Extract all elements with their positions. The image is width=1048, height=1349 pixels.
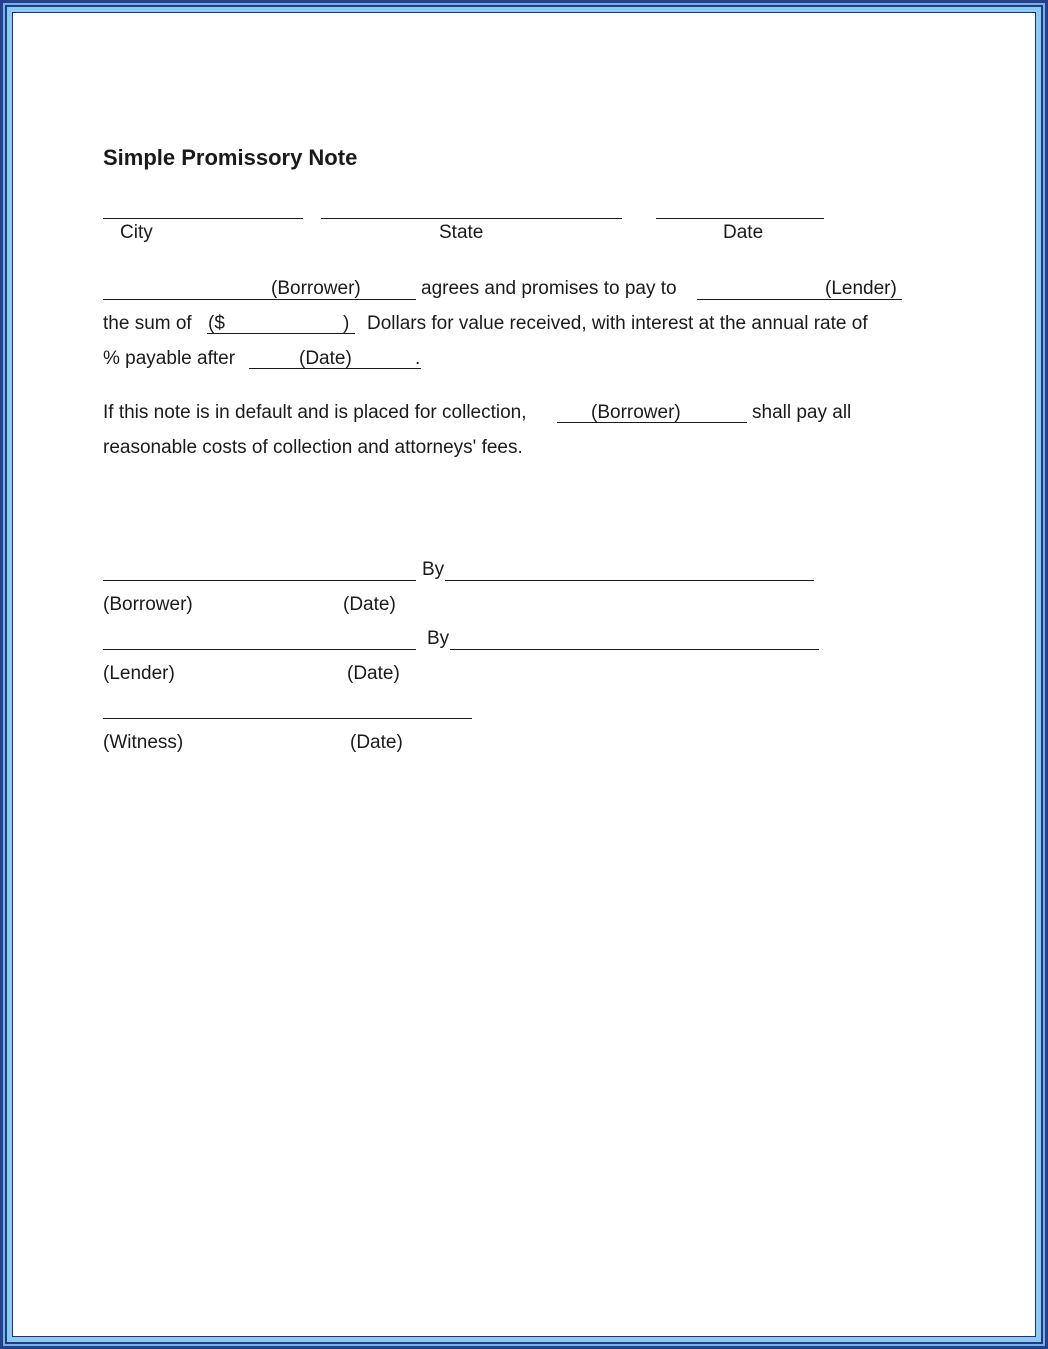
borrower-by-line[interactable] (445, 580, 814, 581)
collection-borrower-placeholder: (Borrower) (591, 402, 681, 423)
date-label: Date (723, 222, 764, 243)
city-label: City (120, 222, 153, 243)
default-text: If this note is in default and is placed for collection, (103, 402, 527, 423)
amount-field-line[interactable] (207, 333, 355, 334)
document-title: Simple Promissory Note (103, 145, 358, 170)
borrower-placeholder: (Borrower) (271, 278, 361, 299)
borrower-date-label: (Date) (343, 594, 396, 615)
lender-by-label: By (427, 628, 450, 649)
borrower-field-line[interactable] (103, 299, 416, 300)
payable-date-placeholder: (Date) (299, 348, 352, 369)
borrower-by-label: By (422, 559, 445, 580)
sum-of-text: the sum of (103, 313, 192, 334)
amount-open-paren: ($ (208, 313, 225, 334)
state-label: State (439, 222, 484, 243)
shall-pay-text: shall pay all (752, 402, 852, 423)
witness-signature-label: (Witness) (103, 732, 184, 753)
state-field-line[interactable] (321, 218, 622, 219)
city-field-line[interactable] (103, 218, 303, 219)
document-page (12, 12, 1036, 1337)
borrower-signature-label: (Borrower) (103, 594, 193, 615)
lender-by-line[interactable] (450, 649, 819, 650)
agrees-text: agrees and promises to pay to (421, 278, 677, 299)
date-field-line[interactable] (656, 218, 824, 219)
lender-signature-line[interactable] (103, 649, 416, 650)
dollars-text: Dollars for value received, with interest at the annual rate of (367, 313, 868, 334)
borrower-signature-line[interactable] (103, 580, 416, 581)
lender-date-label: (Date) (347, 663, 400, 684)
witness-signature-line[interactable] (103, 718, 472, 719)
payable-after-text: % payable after (103, 348, 236, 369)
lender-signature-label: (Lender) (103, 663, 175, 684)
costs-text: reasonable costs of collection and attorneys' fees. (103, 437, 523, 458)
witness-date-label: (Date) (350, 732, 403, 753)
period: . (415, 348, 421, 369)
amount-close-paren: ) (343, 313, 350, 334)
lender-placeholder: (Lender) (825, 278, 897, 299)
